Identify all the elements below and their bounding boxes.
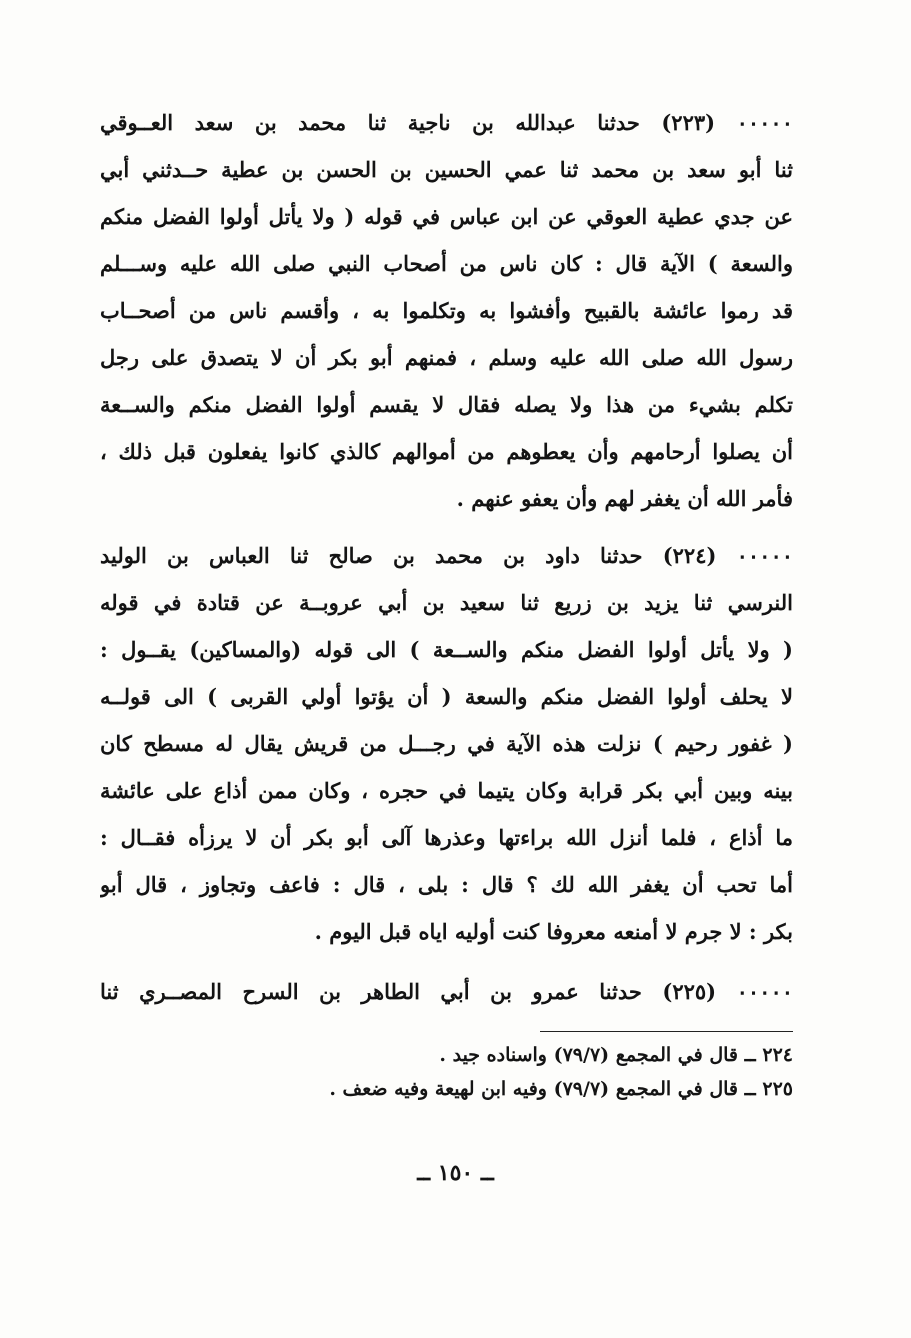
text-line: رسول الله صلى الله عليه وسلم ، فمنهم أبو بكر أن لا يتصدق على رجل [100, 345, 793, 370]
text-line: لا يحلف أولوا الفضل منكم والسعة ( أن يؤتوا أولي القربى ) الى قولــه [100, 684, 793, 709]
hadith-224-paragraph [100, 532, 793, 955]
footnote-divider [540, 1031, 793, 1032]
page-number: ــ ١٥٠ ــ [417, 1160, 494, 1186]
text-line: تكلم بشيء من هذا ولا يصله فقال لا يقسم أولوا الفضل منكم والســعة [100, 392, 793, 417]
text-line: ما أذاع ، فلما أنزل الله براءتها وعذرها آلى أبو بكر أن لا يرزأه فقــال : [100, 825, 793, 850]
footnotes [300, 1038, 793, 1106]
text-line: بكر : لا جرم لا أمنعه معروفا كنت أوليه اياه قبل اليوم . [314, 919, 793, 944]
hadith-225-paragraph [100, 968, 793, 1015]
hadith-223-paragraph [100, 99, 793, 522]
text-line: أما تحب أن يغفر الله لك ؟ قال : بلى ، قال : فاعف وتجاوز ، قال أبو [100, 872, 793, 897]
text-line: والسعة ) الآية قال : كان ناس من أصحاب النبي صلى الله عليه وســـلم [100, 251, 793, 276]
text-line: ٠٠٠٠٠ (٢٢٣) حدثنا عبدالله بن ناجية ثنا محمد بن سعد العــوقي [100, 110, 793, 135]
text-line: فأمر الله أن يغفر لهم وأن يعفو عنهم . [456, 486, 793, 511]
text-line: أن يصلوا أرحامهم وأن يعطوهم من أموالهم كالذي كانوا يفعلون قبل ذلك ، [100, 439, 793, 464]
text-line: قد رموا عائشة بالقبيح وأفشوا به وتكلموا به ، وأقسم ناس من أصحــاب [100, 298, 793, 323]
footnote-225: ٢٢٥ ــ قال في المجمع (٧٩/٧) وفيه ابن لهيعة وفيه ضعف . [329, 1078, 793, 1100]
text-line: النرسي ثنا يزيد بن زريع ثنا سعيد بن أبي عروبــة عن قتادة في قوله [100, 590, 793, 615]
text-line: ٠٠٠٠٠ (٢٢٥) حدثنا عمرو بن أبي الطاهر بن السرح المصــري ثنا [100, 979, 793, 1004]
text-line: بينه وبين أبي بكر قرابة وكان يتيما في حجره ، وكان ممن أذاع على عائشة [100, 778, 793, 803]
text-line: ( ولا يأتل أولوا الفضل منكم والســعة ) الى قوله (والمساكين) يقــول : [100, 637, 793, 662]
text-line: عن جدي عطية العوقي عن ابن عباس في قوله ( ولا يأتل أولوا الفضل منكم [100, 204, 793, 229]
text-line: ٠٠٠٠٠ (٢٢٤) حدثنا داود بن محمد بن صالح ثنا العباس بن الوليد [100, 543, 793, 568]
text-line: ( غفور رحيم ) نزلت هذه الآية في رجـــل من قريش يقال له مسطح كان [100, 731, 793, 756]
text-line: ثنا أبو سعد بن محمد ثنا عمي الحسين بن الحسن بن عطية حــدثني أبي [100, 157, 793, 182]
footnote-224: ٢٢٤ ــ قال في المجمع (٧٩/٧) واسناده جيد . [439, 1044, 793, 1066]
